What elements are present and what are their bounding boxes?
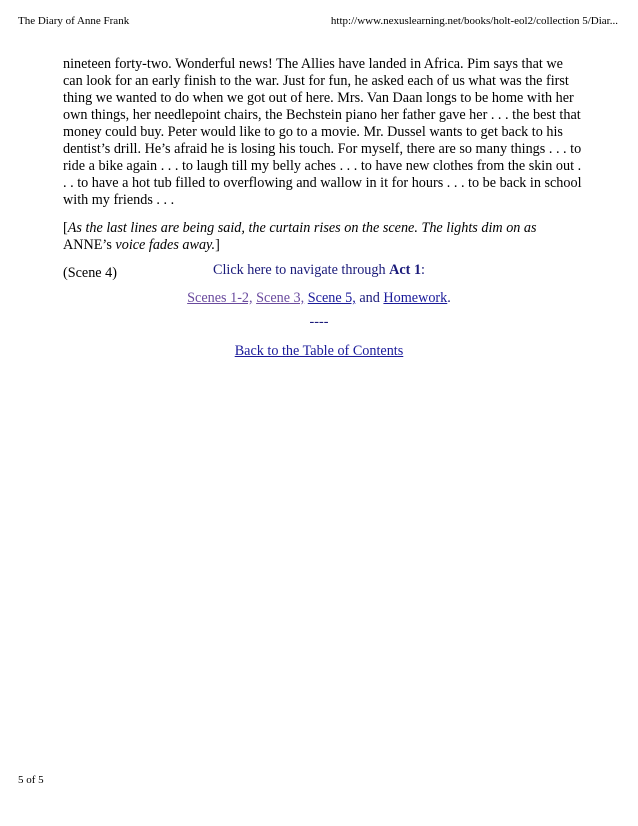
scene-links-row — [0, 290, 638, 307]
intro-colon: : — [421, 262, 425, 278]
toc-link-row — [0, 343, 638, 360]
print-header-title: The Diary of Anne Frank — [18, 15, 130, 27]
link-scenes-1-2[interactable]: Scenes 1-2, — [187, 290, 253, 306]
and-text: and — [359, 290, 380, 306]
print-header-url: http://www.nexuslearning.net/books/holt-eol2/collection 5/Diar... — [330, 15, 618, 27]
page-indicator: 5 of 5 — [18, 774, 44, 786]
stage-direction-italic-1: As the last lines are being said, the curtain rises on the scene. The lights dim on as — [67, 220, 537, 236]
link-homework[interactable]: Homework — [383, 290, 448, 306]
link-scene-5[interactable]: Scene 5, — [307, 290, 356, 306]
divider: ---- — [309, 314, 329, 330]
bracket-close: ] — [215, 237, 220, 253]
stage-direction — [63, 220, 583, 254]
bracket-open: [ — [63, 220, 68, 236]
act-navigation-intro — [0, 262, 638, 279]
act-label: Act 1 — [389, 262, 422, 278]
stage-direction-italic-2: voice fades away. — [115, 237, 216, 253]
document-body — [63, 56, 583, 293]
period-text: . — [447, 290, 451, 306]
scene-label: (Scene 4) — [63, 265, 117, 281]
link-scene-3[interactable]: Scene 3, — [256, 290, 305, 306]
link-table-of-contents[interactable]: Back to the Table of Contents — [234, 343, 404, 359]
character-name: ANNE’s — [63, 237, 112, 253]
diary-paragraph: nineteen forty-two. Wonderful news! The Allies have landed in Africa. Pim says that we can look for an early finish to the war. Just for fun, he asked each of us what was the first thing we wanted to do when we got out of here. Mrs. Van Daan longs to be home with her own things, her needlepoint chairs, the Bechstein piano her father gave her . . . the best that money could buy. Peter would like to go to a movie. Mr. Dussel wants to get back to his dentist’s drill. He’s afraid he is losing his touch. For myself, there are so many things . . . to ride a bike again . . . to laugh till my belly aches . . . to have new clothes from the skin out . . . to have a hot tub filled to overflowing and wallow in it for hours . . . to be back in school with my friends . . . — [63, 56, 582, 208]
navigate-text: Click here to navigate through — [213, 262, 386, 278]
